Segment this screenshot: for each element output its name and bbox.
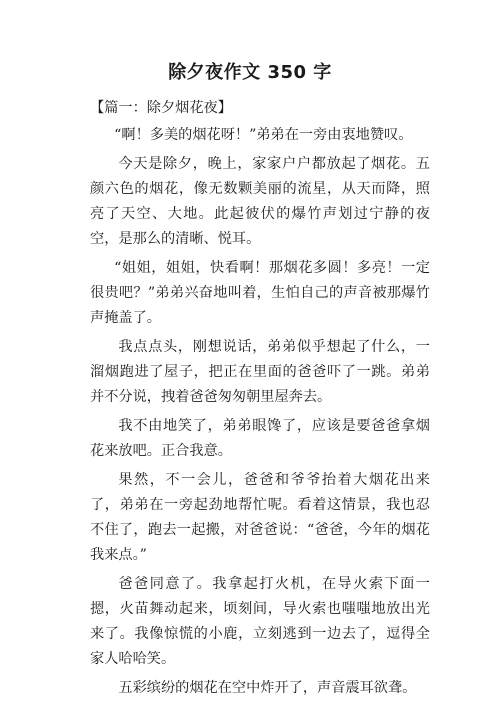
paragraph: “姐姐，姐姐，快看啊！那烟花多圆！多亮！一定很贵吧？”弟弟兴奋地叫着，生怕自己的声音被那爆竹声掩盖了。: [90, 260, 430, 326]
paragraph: “啊！多美的烟花呀！”弟弟在一旁由衷地赞叹。: [114, 127, 413, 143]
paragraph: 我不由地笑了，弟弟眼馋了，应该是要爸爸拿烟花来放吧。正合我意。: [90, 418, 430, 459]
paragraph: 五彩缤纷的烟花在空中炸开了，声音震耳欲聋。: [118, 680, 417, 696]
paragraph: 今天是除夕，晚上，家家户户都放起了烟花。五颜六色的烟花，像无数颗美丽的流星，从天而降，照亮了天空、大地。此起彼伏的爆竹声划过宁静的夜空，是那么的清晰、悦耳。: [90, 156, 430, 247]
paragraph: 爸爸同意了。我拿起打火机，在导火索下面一摁，火苗舞动起来，顷刻间，导火索也嗤嗤地放出光来了。我像惊慌的小鹿，立刻逃到一边去了，逗得全家人哈哈笑。: [90, 576, 430, 667]
paragraph: 我点点头，刚想说话，弟弟似乎想起了什么，一溜烟跑进了屋子，把正在里面的爸爸吓了一跳。弟弟并不分说，拽着爸爸匆匆朝里屋奔去。: [90, 339, 430, 405]
document-body: [90, 96, 430, 705]
paragraph: 果然，不一会儿，爸爸和爷爷抬着大烟花出来了，弟弟在一旁起劲地帮忙呢。看着这情景，我也忍不住了，跑去一起搬，对爸爸说：“爸爸，今年的烟花我来点。”: [90, 472, 430, 563]
document-title: 除夕夜作文 350 字: [168, 62, 332, 83]
section-heading: 【篇一：除夕烟花夜】: [90, 100, 232, 116]
